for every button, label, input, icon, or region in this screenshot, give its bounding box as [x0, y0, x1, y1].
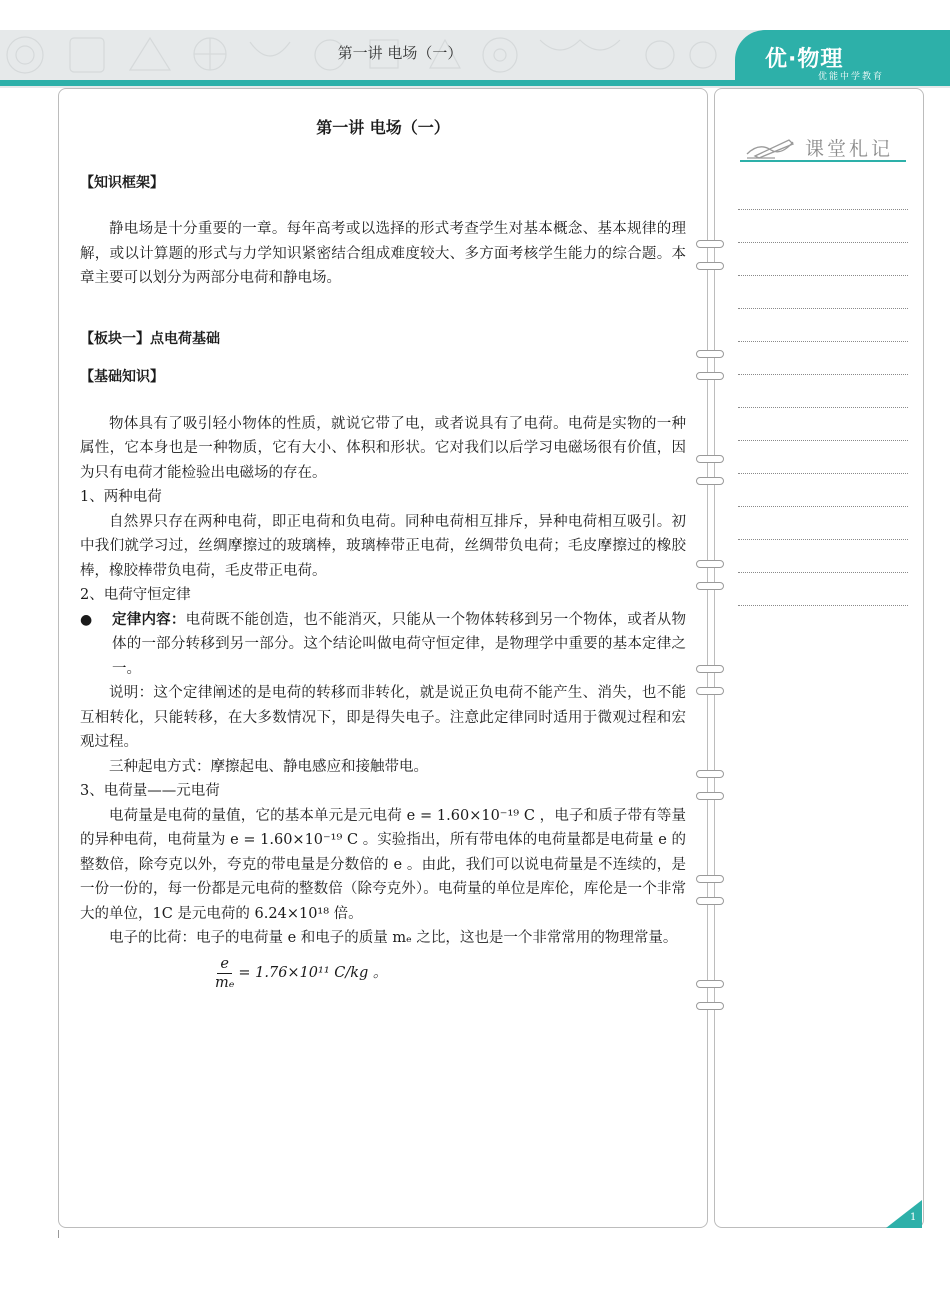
- binding-ring: [696, 897, 724, 905]
- item1-paragraph: 自然界只存在两种电荷，即正电荷和负电荷。同种电荷相互排斥，异种电荷相互吸引。初中我们就学习过，丝绸摩擦过的玻璃棒，玻璃棒带正电荷，丝绸带负电荷；毛皮摩擦过的橡胶棒，橡胶棒带负电荷，毛皮带正电荷。: [80, 513, 686, 579]
- note-line: [738, 407, 908, 408]
- framework-heading: 【知识框架】: [80, 174, 164, 191]
- brand-logo: 优·物理: [765, 47, 844, 72]
- methods-paragraph: 三种起电方式：摩擦起电、静电感应和接触带电。: [109, 758, 428, 775]
- notes-underline: [740, 160, 906, 162]
- item2-title: 2、电荷守恒定律: [80, 587, 191, 603]
- page-number: 1: [910, 1212, 917, 1223]
- note-line: [738, 341, 908, 342]
- basics-heading: 【基础知识】: [80, 369, 164, 385]
- note-line: [738, 473, 908, 474]
- item3-paragraph: 电荷量是电荷的量值，它的基本单元是元电荷 e = 1.60×10⁻¹⁹ C ，电子和质子带有等量的异种电荷，电荷量为 e = 1.60×10⁻¹⁹ C 。实验指出，所有带电体的电荷量都是电荷量 e 的整数倍，除夸克以外，夸克的带电量是分数倍的 e 。由此，我们可以说电荷量是不连续的，是一份一份的，每一份都是元电荷的整数倍（除夸克外）。电荷量的单位是库伦，库伦是一个非常大的单位，1C 是元电荷的 6.24×10¹⁸ 倍。: [80, 807, 686, 922]
- formula-fraction: [215, 955, 234, 992]
- binding-ring: [696, 262, 724, 270]
- formula-rhs: = 1.76×10¹¹ C/kg 。: [238, 964, 388, 981]
- binding-ring: [696, 1002, 724, 1010]
- charge-mass-formula: [215, 955, 686, 992]
- binding-ring: [696, 687, 724, 695]
- binding-ring: [696, 770, 724, 778]
- item1-title: 1、两种电荷: [80, 489, 162, 505]
- binding-ring: [696, 372, 724, 380]
- note-line: [738, 275, 908, 276]
- formula-numerator: e: [217, 955, 232, 974]
- note-line: [738, 209, 908, 210]
- note-line: [738, 572, 908, 573]
- binding-ring: [696, 455, 724, 463]
- binding-ring: [696, 477, 724, 485]
- law-text: 电荷既不能创造，也不能消灭，只能从一个物体转移到另一个物体，或者从物体的一部分转移到另一部分。这个结论叫做电荷守恒定律，是物理学中重要的基本定律之一。: [112, 611, 687, 677]
- binding-ring: [696, 665, 724, 673]
- binding-ring: [696, 240, 724, 248]
- notes-title: 课堂札记: [805, 138, 894, 160]
- document-body: [80, 110, 686, 992]
- binding-ring: [696, 980, 724, 988]
- footer-tick: [58, 1230, 59, 1238]
- law-bullet: [80, 608, 686, 682]
- note-line: [738, 242, 908, 243]
- basics-paragraph: 物体具有了吸引轻小物体的性质，就说它带了电，或者说具有了电荷。电荷是实物的一种属性，它本身也是一种物质，它有大小、体积和形状。它对我们以后学习电磁场很有价值，因为只有电荷才能检验出电磁场的存在。: [80, 415, 686, 481]
- note-paragraph: 说明：这个定律阐述的是电荷的转移而非转化，就是说正负电荷不能产生、消失，也不能互相转化，只能转移，在大多数情况下，即是得失电子。注意此定律同时适用于微观过程和宏观过程。: [80, 685, 686, 750]
- note-line: [738, 605, 908, 606]
- note-line: [738, 308, 908, 309]
- note-line: [738, 539, 908, 540]
- note-line: [738, 440, 908, 441]
- item3-title: 3、电荷量——元电荷: [80, 783, 220, 799]
- brand-subtitle: 优能中学教育: [818, 72, 885, 82]
- binding-ring: [696, 875, 724, 883]
- bullet-icon: ●: [80, 611, 93, 628]
- law-label: 定律内容：: [112, 610, 186, 628]
- header-title: 第一讲 电场（一）: [337, 44, 463, 62]
- formula-denominator: mₑ: [215, 974, 235, 991]
- pen-icon: [745, 136, 797, 160]
- binding-ring: [696, 792, 724, 800]
- note-line: [738, 506, 908, 507]
- binding-ring: [696, 582, 724, 590]
- note-line: [738, 374, 908, 375]
- binding-ring: [696, 350, 724, 358]
- notes-frame: [714, 88, 924, 1228]
- binding-ring: [696, 560, 724, 568]
- document-title: 第一讲 电场（一）: [316, 118, 450, 137]
- ratio-paragraph: 电子的比荷：电子的电荷量 e 和电子的质量 mₑ 之比，这也是一个非常常用的物理常量。: [109, 930, 678, 946]
- framework-paragraph: 静电场是十分重要的一章。每年高考或以选择的形式考查学生对基本概念、基本规律的理解，或以计算题的形式与力学知识紧密结合组成难度较大、多方面考核学生能力的综合题。本章主要可以划分为两部分电荷和静电场。: [80, 221, 686, 286]
- block1-heading: 【板块一】点电荷基础: [80, 330, 220, 347]
